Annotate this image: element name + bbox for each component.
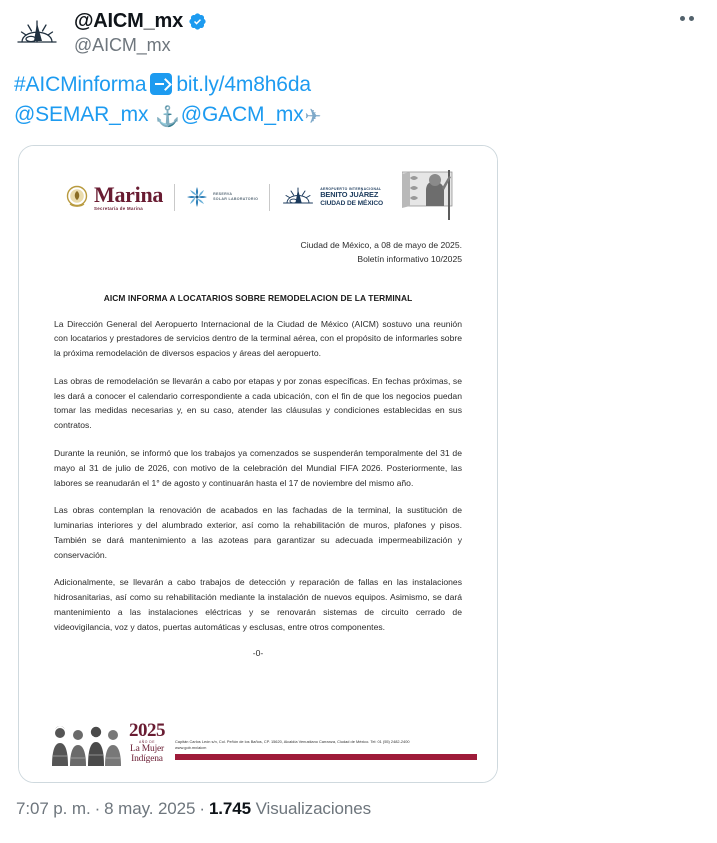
verified-badge-icon xyxy=(188,12,207,31)
bulletin-document xyxy=(19,146,497,782)
anchor-emoji-icon: ⚓ xyxy=(155,105,180,128)
document-paragraph-5: Adicionalmente, se llevarán a cabo trabajos de detección y reparación de fallas en las instalaciones hidrosanitarias, así como su rehabilitación mediante la instalación de nuevos equipos. Asimismo, se dará mantenimiento a las instalaciones eléctricas y se renovarán sistemas de circuito cerrado de videovigilancia, voz y datos, puertas automáticas y esclusas, entre otros componentes. xyxy=(54,577,462,632)
footer-year-block xyxy=(129,721,165,766)
footer-address: Capitán Carlos León s/n, Col. Peñón de los Baños, CP. 15620, Alcaldía Venustiano Carranza, Ciudad de México. Tel: 01 (55) 2482-2400 xyxy=(175,739,410,745)
tweet-header xyxy=(0,0,717,62)
adelita-flag-illustration xyxy=(402,168,464,222)
marina-subtitle: Secretaría de Marina xyxy=(94,205,143,211)
star-line-1: RESERVA xyxy=(213,192,233,196)
logo-divider-2 xyxy=(269,184,270,211)
footer-theme-line-2: Indígena xyxy=(131,753,163,764)
document-date-block xyxy=(52,238,464,266)
footer-theme-line-1: La Mujer xyxy=(129,744,164,755)
more-dot-1 xyxy=(680,16,685,21)
views-count: 1.745 xyxy=(208,799,251,819)
more-dot-2 xyxy=(689,16,694,21)
footer-ano-label: AÑO DE xyxy=(139,739,155,744)
tweet-text xyxy=(0,62,717,131)
document-end-mark: -0- xyxy=(252,647,264,658)
aicm-dome-logo-avatar-icon xyxy=(14,11,60,57)
right-arrow-emoji-icon xyxy=(150,73,172,95)
account-names xyxy=(74,8,207,56)
document-logo-bar xyxy=(52,174,464,220)
display-name-row xyxy=(74,10,207,32)
star-line-2: SOLAR LABORATORIO xyxy=(213,197,259,202)
footer-address-block xyxy=(175,739,477,766)
tweet-media-card[interactable] xyxy=(18,145,498,783)
tweet-meta xyxy=(0,783,717,819)
document-city-date: Ciudad de México, a 08 de mayo de 2025. xyxy=(300,240,462,251)
footer-year: 2025 xyxy=(129,719,165,741)
account-handle: @AICM_mx xyxy=(74,35,171,56)
mention-gacm-link[interactable]: @GACM_mx xyxy=(180,102,304,126)
document-body xyxy=(52,317,464,658)
footer-accent-bar xyxy=(175,754,477,760)
views-label: Visualizaciones xyxy=(255,799,371,819)
document-footer xyxy=(47,721,477,766)
display-name: @AICM_mx xyxy=(74,10,184,32)
tweet-time: 7:07 p. m. xyxy=(16,799,91,819)
url-link[interactable]: bit.ly/4m8h6da xyxy=(176,73,311,96)
marina-name: Marina xyxy=(94,181,164,207)
marina-reserve-text xyxy=(213,192,258,202)
tweet-date: 8 may. 2025 xyxy=(104,799,196,819)
mexico-coat-of-arms-icon xyxy=(66,185,88,209)
meta-separator-2: · xyxy=(199,799,205,819)
document-bulletin-number: Boletín informativo 10/2025 xyxy=(357,254,462,265)
footer-website: www.gob.mx/aicm xyxy=(175,745,207,751)
document-paragraph-1: La Dirección General del Aeropuerto Internacional de la Ciudad de México (AICM) sostuvo una reunión con locatarios y prestadores de servicios dentro de la terminal aérea, con el propósito de informarles sobre la próxima remodelación de diversos espacios y áreas del aeropuerto. xyxy=(54,318,462,359)
meta-separator-1: · xyxy=(94,799,101,819)
marina-wordmark xyxy=(94,181,164,211)
document-title: AICM INFORMA A LOCATARIOS SOBRE REMODELACION DE LA TERMINAL xyxy=(103,292,413,303)
aicm-line-3: CIUDAD DE MÉXICO xyxy=(320,199,384,207)
hashtag-link[interactable]: #AICMinforma xyxy=(14,73,147,96)
airplane-emoji-icon: ✈ xyxy=(304,105,322,128)
aicm-line-1: AEROPUERTO INTERNACIONAL xyxy=(320,186,382,191)
marina-star-icon xyxy=(186,186,208,208)
aicm-wordmark xyxy=(320,187,383,208)
aicm-dome-icon xyxy=(281,185,315,209)
avatar[interactable] xyxy=(14,11,60,57)
mention-semar-link[interactable]: @SEMAR_mx xyxy=(14,102,149,126)
document-paragraph-4: Las obras contemplan la renovación de acabados en las fachadas de la terminal, la sustitución de luminarias interiores y del alumbrado exterior, así como la rehabilitación de muros, plafones y pisos. También se dará mantenimiento a las azoteas para garantizar su adecuada impermeabilización y conservación. xyxy=(54,505,462,560)
document-paragraph-2: Las obras de remodelación se llevarán a cabo por etapas y por zonas específicas. En fechas próximas, se les dará a conocer el calendario correspondiente a cada ubicación, con el fin de que los negocios puedan tomar las medidas necesarias y, en su caso, atender las cláusulas y condiciones establecidas en sus contratos. xyxy=(54,375,462,431)
more-options-icon[interactable] xyxy=(674,10,709,27)
logo-divider-1 xyxy=(174,184,175,211)
document-paragraph-3: Durante la reunión, se informó que los trabajos ya comenzados se suspenderán temporalmente del 31 de mayo al 31 de julio de 2026, con motivo de la celebración del Mundial FIFA 2026. Posteriormente, las labores se reanudarán el 1° de agosto y continuarán hasta el 17 de noviembre del mismo año. xyxy=(54,448,462,488)
indigenous-women-illustration xyxy=(47,722,125,766)
aicm-line-2: BENITO JUÁREZ xyxy=(320,189,379,199)
